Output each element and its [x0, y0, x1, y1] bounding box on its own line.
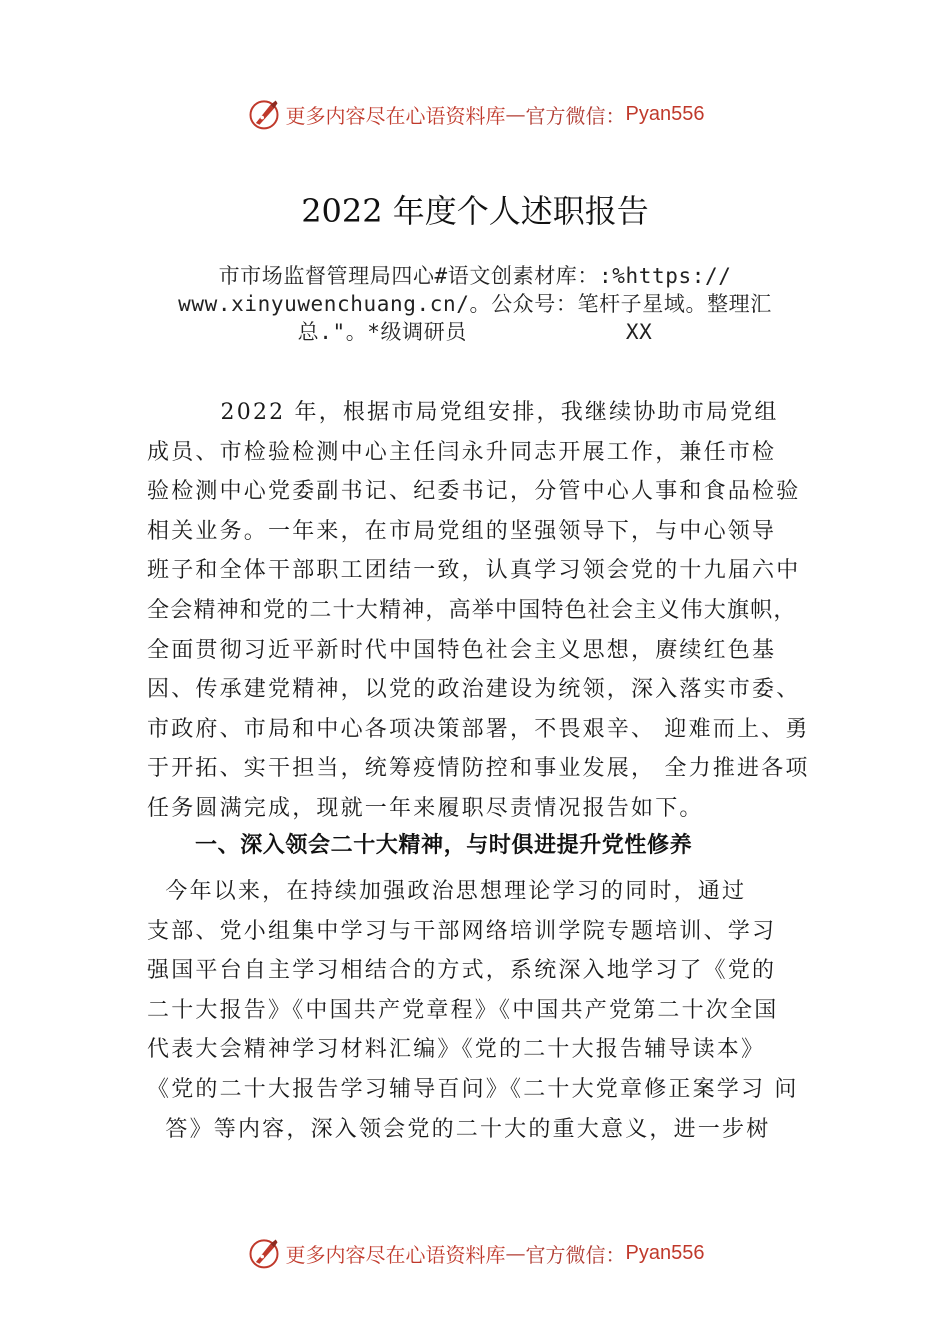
author-line: 市市场监督管理局四心#语文创素材库：:%https:// [218, 264, 732, 288]
paragraph-line: 《党的二十大报告学习辅导百问》《二十大党章修正案学习 问 [147, 1076, 799, 1102]
paragraph-1 [147, 393, 847, 829]
banner-wechat-id: Pyan556 [625, 102, 705, 125]
author-block [140, 262, 810, 346]
paragraph-line: 相关业务。一年来，在市局党组的坚强领导下，与中心领导 [147, 518, 777, 544]
banner-brand: 更多内容尽在心语资料库 [285, 103, 506, 128]
paragraph-line: 班子和全体干部职工团结一致，认真学习领会党的十九届六中 [147, 558, 801, 584]
paragraph-line: 支部、党小组集中学习与干部网络培训学院专题培训、学习 [147, 918, 777, 944]
paragraph-line: 2022 年，根据市局党组安排，我继续协助市局党组 [147, 400, 779, 425]
pen-nib-logo-icon [246, 96, 282, 132]
paragraph-line: 于开拓、实干担当，统筹疫情防控和事业发展， 全力推进各项 [147, 756, 810, 782]
footer-banner [0, 1233, 950, 1273]
banner-separator: — [505, 1241, 526, 1265]
document-title: 2022 年度个人述职报告 [301, 192, 649, 230]
paragraph-line: 成员、市检验检测中心主任闫永升同志开展工作，兼任市检 [147, 439, 777, 465]
paragraph-line: 全面贯彻习近平新时代中国特色社会主义思想，赓续红色基 [147, 637, 777, 663]
paragraph-line: 代表大会精神学习材料汇编》《党的二十大报告辅导读本》 [147, 1037, 766, 1063]
paragraph-line: 因、传承建党精神，以党的政治建设为统领，深入落实市委、 [147, 677, 801, 703]
paragraph-2 [147, 872, 847, 1149]
header-banner [0, 94, 950, 134]
paragraph-line: 市政府、市局和中心各项决策部署，不畏艰辛、 迎难而上、勇 [147, 716, 810, 742]
paragraph-line: 答》等内容，深入领会党的二十大的重大意义，进一步树 [147, 1116, 771, 1142]
banner-wechat-label: 官方微信： [525, 1242, 626, 1267]
paragraph-line: 今年以来，在持续加强政治思想理论学习的同时，通过 [147, 879, 747, 904]
paragraph-line: 任务圆满完成，现就一年来履职尽责情况报告如下。 [147, 795, 704, 821]
pen-nib-logo-icon [246, 1235, 282, 1271]
banner-brand: 更多内容尽在心语资料库 [285, 1242, 506, 1267]
banner-wechat-id: Pyan556 [625, 1241, 705, 1264]
author-line: 总."。*级调研员 XX [297, 320, 653, 344]
paragraph-line: 二十大报告》《中国共产党章程》《中国共产党第二十次全国 [147, 997, 779, 1023]
paragraph-line: 强国平台自主学习相结合的方式，系统深入地学习了《党的 [147, 958, 777, 984]
banner-separator: — [505, 102, 526, 126]
paragraph-line: 验检测中心党委副书记、纪委书记，分管中心人事和食品检验 [147, 479, 801, 505]
paragraph-line: 全会精神和党的二十大精神，高举中国特色社会主义伟大旗帜， [147, 597, 797, 623]
author-line: www.xinyuwenchuang.cn/。公众号：笔杆子星域。整理汇 [178, 292, 772, 316]
section-heading-1: 一、深入领会二十大精神，与时俱进提升党性修养 [195, 833, 693, 858]
banner-wechat-label: 官方微信： [525, 103, 626, 128]
